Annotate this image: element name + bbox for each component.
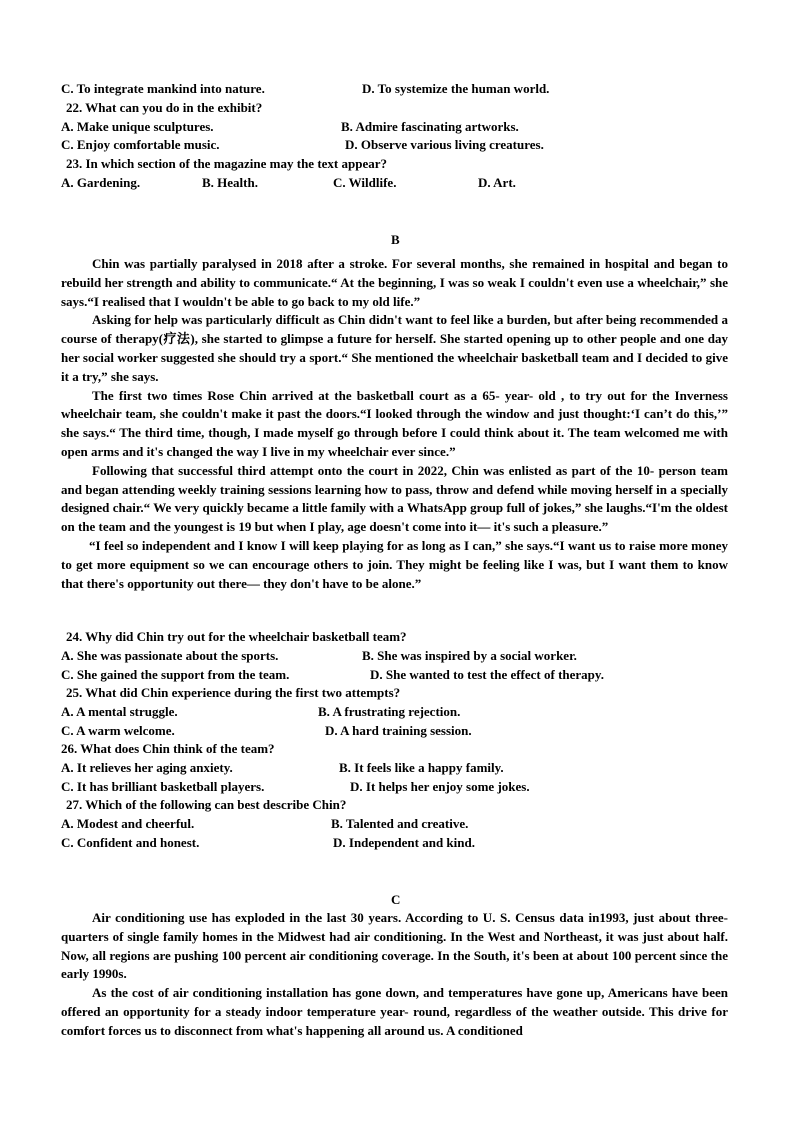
passage-b-paragraph-5: “I feel so independent and I know I will keep playing for as long as I can,” she says.“I want us to raise more money to get more equipment so we can encourage others to join. They might be feeling like I was, but I want them to know that there's opportunity out there— they don't have to be alone.”	[61, 537, 728, 591]
q22-option-b: B. Admire fascinating artworks.	[341, 119, 519, 134]
q22-option-c: C. Enjoy comfortable music.	[61, 137, 220, 152]
q25-option-a: A. A mental struggle.	[61, 704, 178, 719]
q27-option-c: C. Confident and honest.	[61, 835, 200, 850]
q26-option-c: C. It has brilliant basketball players.	[61, 779, 265, 794]
q24-option-a: A. She was passionate about the sports.	[61, 648, 279, 663]
q24-option-b: B. She was inspired by a social worker.	[362, 648, 577, 663]
q23-option-b: B. Health.	[202, 175, 258, 190]
passage-b-paragraph-4: Following that successful third attempt onto the court in 2022, Chin was enlisted as part of the 10- person team and began attending weekly training sessions learning how to pass, throw and defend while moving herself in a specially designed chair.“ We very quickly became a little family with a WhatsApp group full of jokes,” she laughs.“I'm the oldest on the team and the youngest is 19 but when I play, age doesn't come into it— it's such a pleasure.”	[61, 462, 728, 535]
q27-option-a: A. Modest and cheerful.	[61, 816, 195, 831]
passage-b	[61, 255, 728, 593]
section-c-heading: C	[391, 892, 401, 907]
q26-option-a: A. It relieves her aging anxiety.	[61, 760, 233, 775]
q23-option-c: C. Wildlife.	[333, 175, 397, 190]
passage-c-paragraph-1: Air conditioning use has exploded in the last 30 years. According to U. S. Census data in1993, just about three- quarters of single family homes in the Midwest had air conditioning. In the West and Northeast, it was just about half. Now, all regions are pushing 100 percent air conditioning coverage. In the South, it's been at about 100 percent since the early 1990s.	[61, 910, 728, 982]
q24-option-c: C. She gained the support from the team.	[61, 667, 290, 682]
q26-stem: 26. What does Chin think of the team?	[61, 741, 275, 756]
q27-option-d: D. Independent and kind.	[333, 835, 475, 850]
q25-option-b: B. A frustrating rejection.	[318, 704, 461, 719]
q23-option-a: A. Gardening.	[61, 175, 141, 190]
q22-stem: 22. What can you do in the exhibit?	[66, 100, 263, 115]
passage-b-paragraph-2: Asking for help was particularly difficult as Chin didn't want to feel like a burden, but after being recommended a course of therapy(疗法), she started to glimpse a future for herself. She started opening up to other people and one day her social worker suggested she should try a sport.“ She mentioned the wheelchair basketball team and I decided to give it a try,” she says.	[61, 312, 728, 384]
q23-option-d: D. Art.	[478, 175, 516, 190]
section-b-heading: B	[391, 232, 400, 247]
q27-option-b: B. Talented and creative.	[331, 816, 469, 831]
q26-option-d: D. It helps her enjoy some jokes.	[350, 779, 530, 794]
passage-c	[61, 909, 728, 1043]
q22-option-d: D. Observe various living creatures.	[345, 137, 544, 152]
passage-b-paragraph-3: The first two times Rose Chin arrived at the basketball court as a 65- year- old , to try out for the Inverness wheelchair team, she couldn't make it past the doors.“I looked through the window and just thought:‘I can’t do this,’” she says.“ The third time, though, I made myself go through before I could think about it. The team welcomed me with open arms and it's changed the way I live in my wheelchair ever since.”	[61, 387, 728, 459]
q25-stem: 25. What did Chin experience during the first two attempts?	[66, 685, 401, 700]
q25-option-c: C. A warm welcome.	[61, 723, 175, 738]
q26-option-b: B. It feels like a happy family.	[339, 760, 504, 775]
q23-stem: 23. In which section of the magazine may the text appear?	[66, 156, 387, 171]
q27-stem: 27. Which of the following can best describe Chin?	[66, 797, 347, 812]
q21-option-c: C. To integrate mankind into nature.	[61, 81, 265, 96]
q22-option-a: A. Make unique sculptures.	[61, 119, 214, 134]
passage-c-paragraph-2: As the cost of air conditioning installation has gone down, and temperatures have gone up, Americans have been offered an opportunity for a steady indoor temperature year- round, regardless of the weather outside. This drive for comfort forces us to disconnect from what's happening all around us. A conditioned	[61, 985, 728, 1038]
q21-option-d: D. To systemize the human world.	[362, 81, 550, 96]
passage-b-paragraph-1: Chin was partially paralysed in 2018 after a stroke. For several months, she remained in hospital and began to rebuild her strength and ability to communicate.“ At the beginning, I was so weak I couldn't even use a wheelchair,” she says.“I realised that I wouldn't be able to go back to my old life.”	[61, 256, 728, 309]
q24-stem: 24. Why did Chin try out for the wheelchair basketball team?	[66, 629, 407, 644]
q25-option-d: D. A hard training session.	[325, 723, 472, 738]
q24-option-d: D. She wanted to test the effect of therapy.	[370, 667, 604, 682]
